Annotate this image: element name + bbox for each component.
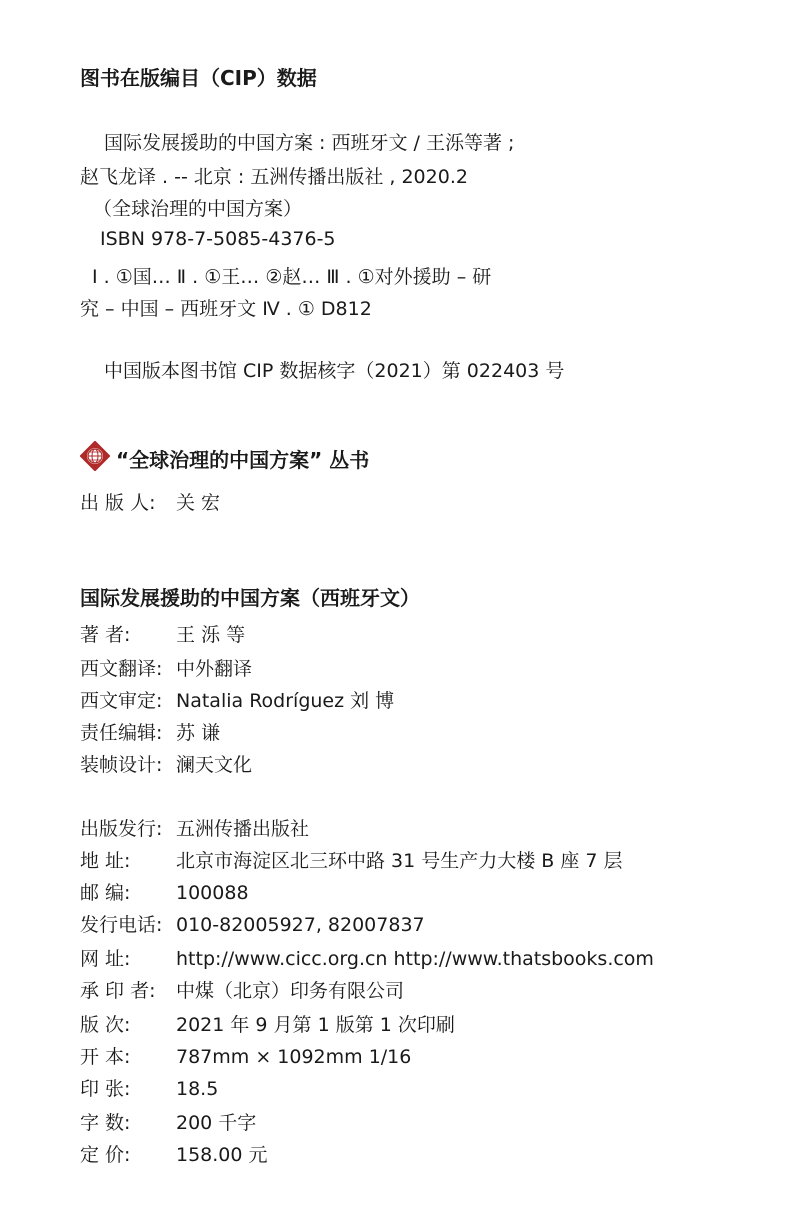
credit-label: 责任编辑:	[80, 722, 163, 744]
detail-row	[80, 1042, 411, 1069]
credit-row	[80, 750, 252, 777]
book-title: 国际发展援助的中国方案（西班牙文）	[80, 586, 420, 610]
credit-row	[80, 654, 252, 681]
credit-value: 澜天文化	[176, 754, 253, 776]
detail-label: 字 数:	[80, 1112, 131, 1134]
detail-row	[80, 814, 309, 841]
series-title: “全球治理的中国方案” 丛书	[116, 448, 370, 472]
detail-row	[80, 846, 623, 873]
detail-label: 印 张:	[80, 1078, 131, 1100]
detail-value: 200 千字	[176, 1112, 257, 1134]
detail-label: 地 址:	[80, 850, 131, 872]
detail-value: 中煤（北京）印务有限公司	[176, 980, 405, 1002]
detail-value: 2021 年 9 月第 1 版第 1 次印刷	[176, 1014, 455, 1036]
detail-row	[80, 1108, 256, 1135]
cip-line: 赵飞龙译 . -- 北京 : 五洲传播出版社 , 2020.2	[80, 166, 468, 188]
detail-label: 定 价:	[80, 1144, 131, 1166]
detail-value: 五洲传播出版社	[176, 818, 310, 840]
detail-label: 发行电话:	[80, 914, 163, 936]
detail-row	[80, 1140, 268, 1167]
cip-line: Ⅰ . ①国… Ⅱ . ①王… ②赵… Ⅲ . ①对外援助 – 研	[92, 266, 492, 288]
cip-verification: 中国版本图书馆 CIP 数据核字（2021）第 022403 号	[104, 360, 565, 382]
credit-value: 王 泺 等	[176, 624, 246, 646]
detail-row	[80, 1010, 455, 1037]
credit-value: 苏 谦	[176, 722, 221, 744]
publisher-label: 出 版 人:	[80, 492, 156, 514]
credit-row	[80, 718, 220, 745]
cip-line: （全球治理的中国方案）	[93, 198, 303, 220]
publisher-value: 关 宏	[176, 492, 221, 514]
detail-value: 158.00 元	[176, 1144, 268, 1166]
detail-row	[80, 976, 404, 1003]
detail-label: 网 址:	[80, 948, 131, 970]
detail-label: 承 印 者:	[80, 980, 156, 1002]
detail-value: 北京市海淀区北三环中路 31 号生产力大楼 B 座 7 层	[176, 850, 623, 872]
detail-row	[80, 944, 654, 971]
credit-row	[80, 686, 394, 713]
globe-logo-icon	[80, 441, 110, 471]
cip-line: 国际发展援助的中国方案 : 西班牙文 / 王泺等著 ;	[104, 132, 515, 154]
credit-label: 西文翻译:	[80, 658, 163, 680]
cip-heading: 图书在版编目（CIP）数据	[80, 66, 317, 90]
credit-row	[80, 620, 245, 647]
detail-label: 出版发行:	[80, 818, 163, 840]
credit-label: 西文审定:	[80, 690, 163, 712]
detail-value: 787mm × 1092mm 1/16	[176, 1046, 412, 1068]
credit-label: 装帧设计:	[80, 754, 163, 776]
credit-value: Natalia Rodríguez 刘 博	[176, 690, 395, 712]
detail-value: http://www.cicc.org.cn http://www.thatsbooks.com	[176, 948, 654, 970]
detail-value: 18.5	[176, 1078, 219, 1100]
detail-row	[80, 1074, 218, 1101]
credit-value: 中外翻译	[176, 658, 253, 680]
cip-line: ISBN 978-7-5085-4376-5	[100, 228, 336, 250]
detail-label: 邮 编:	[80, 882, 131, 904]
detail-row	[80, 878, 249, 905]
credit-label: 著 者:	[80, 624, 131, 646]
detail-value: 010-82005927, 82007837	[176, 914, 425, 936]
detail-label: 开 本:	[80, 1046, 131, 1068]
detail-label: 版 次:	[80, 1014, 131, 1036]
detail-value: 100088	[176, 882, 249, 904]
cip-line: 究 – 中国 – 西班牙文 Ⅳ . ① D812	[80, 298, 372, 320]
publisher-row	[80, 488, 220, 515]
detail-row	[80, 910, 425, 937]
